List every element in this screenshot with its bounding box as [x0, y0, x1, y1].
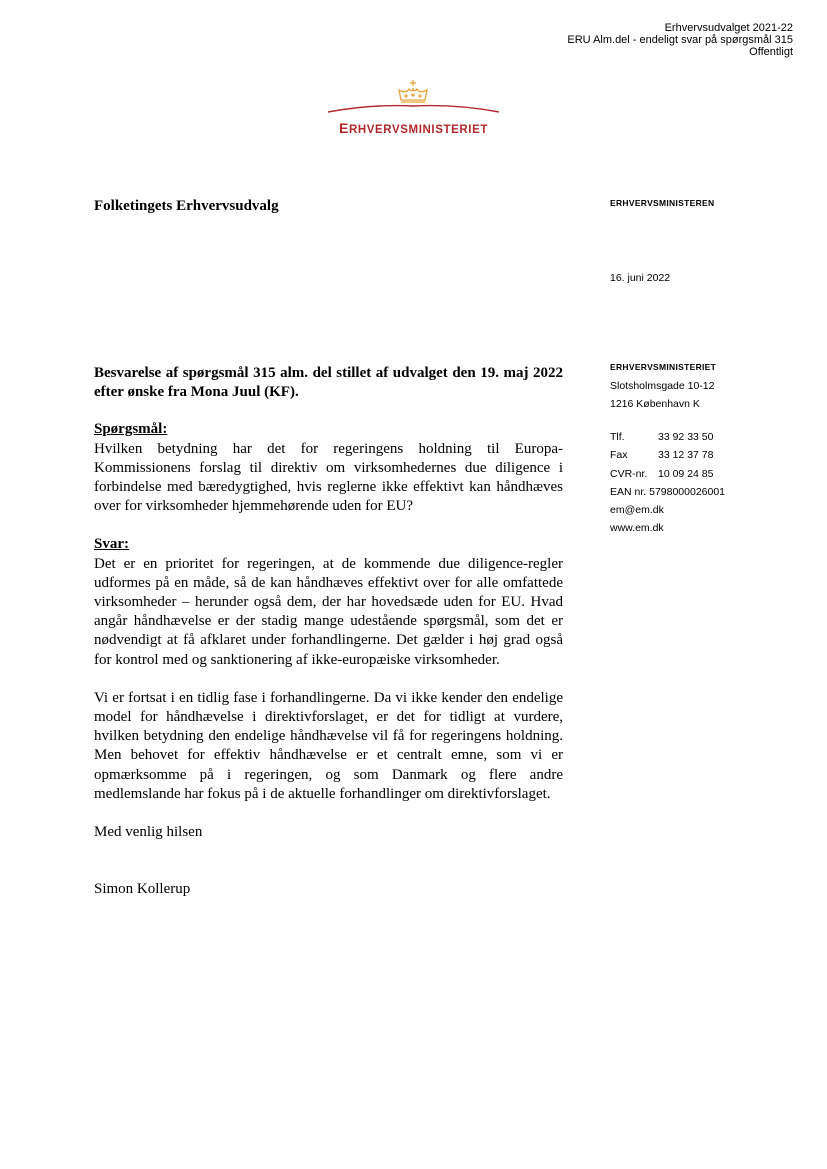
contact-fax: [610, 446, 725, 464]
letter-body: [94, 364, 563, 899]
contact-website[interactable]: www.em.dk: [610, 522, 664, 535]
document-reference: ERU Alm.del - endeligt svar på spørgsmål 315: [567, 34, 793, 46]
address-city: 1216 København K: [610, 398, 700, 410]
ministry-wordmark: ERHVERVSMINISTERIET: [339, 120, 488, 136]
ministry-logo: [326, 78, 501, 140]
sender-contact: [610, 428, 725, 538]
address-org: ERHVERVSMINISTERIET: [610, 362, 717, 372]
cvr-label: CVR-nr.: [610, 467, 648, 480]
phone-value: 33 92 33 50: [658, 431, 714, 443]
fax-label: Fax: [610, 449, 628, 462]
recipient: Folketingets Erhvervsudvalg: [94, 198, 279, 214]
committee-session: Erhvervsudvalget 2021-22: [664, 22, 793, 34]
public-status: Offentligt: [749, 46, 793, 58]
letter-date: 16. juni 2022: [610, 272, 671, 284]
question-heading: Spørgsmål:: [94, 421, 168, 438]
contact-email[interactable]: em@em.dk: [610, 504, 664, 517]
cvr-value: 10 09 24 85: [658, 467, 714, 480]
document-header-meta: [567, 22, 793, 58]
phone-label: Tlf.: [610, 431, 625, 443]
sender-title: ERHVERVSMINISTEREN: [610, 198, 715, 208]
answer-heading: Svar:: [94, 536, 129, 553]
contact-ean: EAN nr. 5798000026001: [610, 485, 726, 498]
closing: Med venlig hilsen: [94, 824, 203, 841]
question-text: Hvilken betydning har det for regeringens holdning til Europa-Kommissionens forslag til direktiv om virksomhedernes due diligence i forbindelse med bæredygtighed, hvis reglerne ikke effektivt kan håndhæves over for virksomheder hjemmehørende uden for EU?: [94, 440, 563, 515]
address-street: Slotsholmsgade 10-12: [610, 379, 715, 392]
fax-value: 33 12 37 78: [658, 449, 714, 462]
signature: Simon Kollerup: [94, 881, 191, 898]
contact-phone: [610, 428, 725, 446]
answer-paragraph-1: Det er en prioritet for regeringen, at de kommende due diligence-regler udformes på en måde, så de kan håndhæves effektivt over for alle omfattede virksomheder – herunder også dem, der har hovedsæde uden for EU. Hvad angår håndhævelse er der stadig mange udestående spørgsmål, som det er nødvendigt at få afklaret under forhandlingerne. Det gælder i høj grad også for kontrol med og sanktionering af ikke-europæiske virksomheder.: [94, 555, 563, 668]
crown-icon: [326, 78, 501, 118]
answer-paragraph-2: Vi er fortsat i en tidlig fase i forhandlingerne. Da vi ikke kender den endelige model for håndhævelse i direktivforslaget, er det for tidligt at vurdere, hvilken betydning den endelige håndhævelse vil få for regeringens holdning. Men behovet for effektiv håndhævelse er et centralt emne, som vi er opmærksomme på i regeringen, og som Danmark og flere andre medlemslande har fokus på i de aktuelle forhandlinger om direktivforslaget.: [94, 689, 563, 802]
sender-address: [610, 358, 716, 414]
subject-line: Besvarelse af spørgsmål 315 alm. del stillet af udvalget den 19. maj 2022 efter ønske fra Mona Juul (KF).: [94, 365, 563, 401]
contact-cvr: [610, 465, 725, 483]
